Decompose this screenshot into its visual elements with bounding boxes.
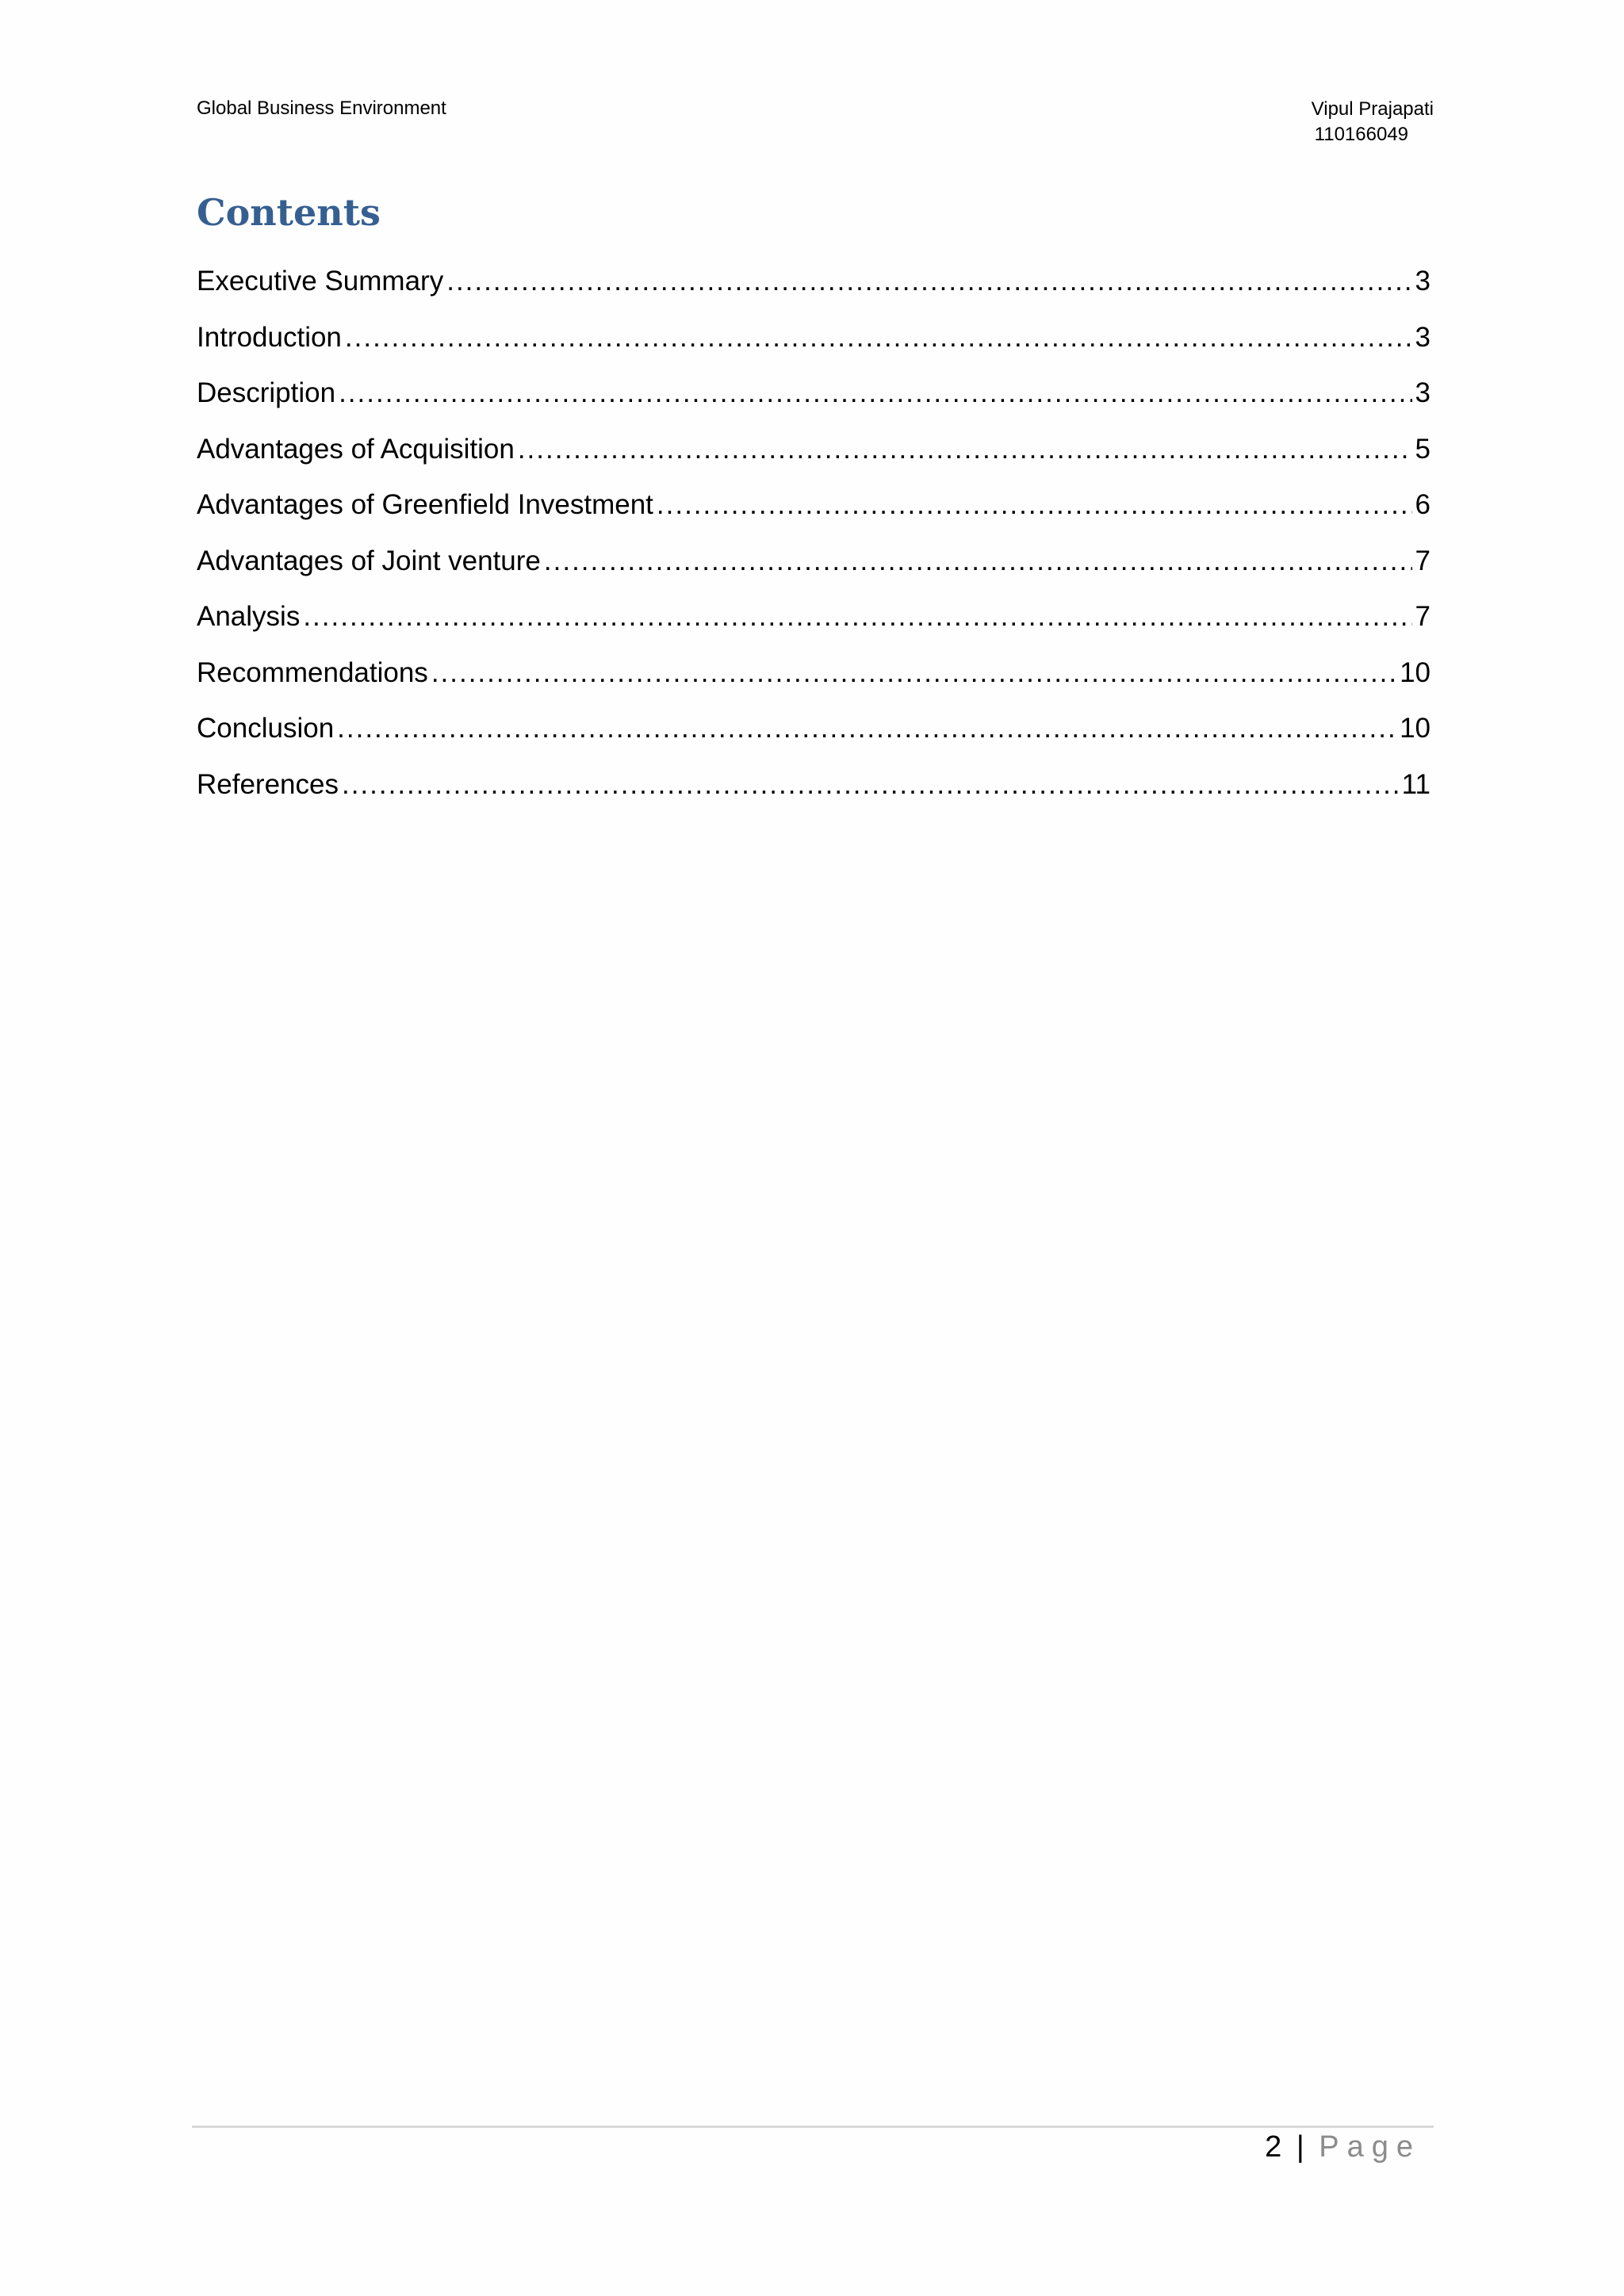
toc-entry-executive-summary[interactable] (197, 262, 1431, 318)
toc-entry-page: 7 (1415, 545, 1431, 576)
toc-entry-page: 10 (1400, 656, 1431, 688)
toc-entry-label: Description (197, 377, 336, 408)
toc-dot-leader (339, 373, 1411, 413)
toc-entry-label: Executive Summary (197, 266, 444, 297)
toc-dot-leader (337, 709, 1396, 748)
toc-dot-leader (544, 541, 1412, 581)
toc-entry-page: 5 (1415, 433, 1431, 465)
header-author-name: Vipul Prajapati (1311, 98, 1434, 120)
toc-dot-leader (431, 653, 1396, 693)
header-course-title: Global Business Environment (197, 98, 446, 119)
footer-separator: | (1296, 2130, 1304, 2164)
footer-page-number (1265, 2130, 1421, 2164)
toc-entry-label: Conclusion (197, 713, 335, 744)
toc-entry-page: 3 (1415, 377, 1431, 408)
toc-dot-leader (518, 430, 1412, 469)
toc-entry-label: Recommendations (197, 656, 428, 688)
toc-entry-label: References (197, 768, 339, 800)
header-student-id: 110166049 (1314, 124, 1409, 145)
toc-entry-page: 11 (1401, 768, 1431, 800)
toc-entry-page: 3 (1415, 321, 1431, 353)
toc-entry-description[interactable] (197, 373, 1431, 430)
toc-entry-conclusion[interactable] (197, 709, 1431, 765)
toc-entry-recommendations[interactable] (197, 653, 1431, 710)
toc-entry-label: Advantages of Acquisition (197, 433, 515, 465)
header-author-block (1312, 97, 1434, 147)
toc-entry-advantages-of-acquisition[interactable] (197, 430, 1431, 486)
toc-dot-leader (446, 262, 1411, 301)
toc-entry-page: 10 (1400, 713, 1431, 744)
toc-entry-label: Analysis (197, 601, 301, 632)
toc-entry-label: Introduction (197, 321, 342, 353)
footer-divider (192, 2126, 1434, 2128)
toc-entry-advantages-of-greenfield-investment[interactable] (197, 485, 1431, 541)
toc-entry-references[interactable] (197, 765, 1431, 821)
toc-dot-leader (303, 597, 1411, 637)
toc-entry-introduction[interactable] (197, 318, 1431, 374)
toc-entry-advantages-of-joint-venture[interactable] (197, 541, 1431, 598)
table-of-contents (197, 262, 1431, 821)
toc-entry-label: Advantages of Joint venture (197, 545, 541, 576)
toc-dot-leader (345, 318, 1412, 358)
contents-heading: Contents (197, 191, 381, 234)
toc-entry-analysis[interactable] (197, 597, 1431, 653)
toc-entry-page: 6 (1415, 489, 1431, 520)
toc-entry-label: Advantages of Greenfield Investment (197, 489, 653, 520)
toc-dot-leader (342, 765, 1399, 805)
toc-entry-page: 7 (1415, 601, 1431, 632)
toc-dot-leader (657, 485, 1412, 525)
footer-page-word: Page (1319, 2130, 1421, 2164)
footer-page-number-value: 2 (1265, 2130, 1282, 2164)
toc-entry-page: 3 (1415, 266, 1431, 297)
